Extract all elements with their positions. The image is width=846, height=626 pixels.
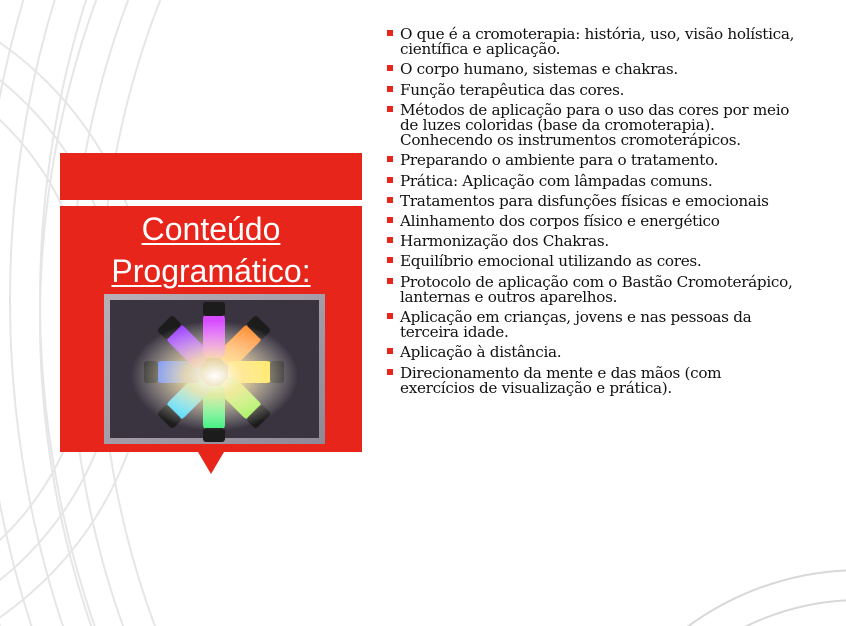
panel-pointer xyxy=(198,452,224,474)
slide-title-line2: Programático: xyxy=(111,253,311,289)
red-square-bullet-icon xyxy=(387,257,393,263)
topic-text: Preparando o ambiente para o tratamento. xyxy=(400,151,719,170)
topic-item xyxy=(386,254,796,269)
topic-list xyxy=(386,27,796,401)
topic-item xyxy=(386,191,796,210)
red-square-bullet-icon xyxy=(387,156,393,162)
topic-item xyxy=(386,363,796,397)
red-square-bullet-icon xyxy=(387,30,393,36)
red-square-bullet-icon xyxy=(387,106,393,112)
red-square-bullet-icon xyxy=(387,86,393,92)
topic-text: Equilíbrio emocional utilizando as cores. xyxy=(400,252,702,271)
topic-item xyxy=(386,171,796,190)
header-bar xyxy=(60,153,362,200)
topic-item xyxy=(386,214,796,229)
topic-text: O corpo humano, sistemas e chakras. xyxy=(400,60,678,79)
topic-text: Protocolo de aplicação com o Bastão Cromoterápico, lanternas e outros aparelhos. xyxy=(400,272,793,306)
red-square-bullet-icon xyxy=(387,348,393,354)
topic-text: Tratamentos para disfunções físicas e emocionais xyxy=(400,191,769,210)
topic-text: Função terapêutica das cores. xyxy=(400,80,625,99)
topic-item xyxy=(386,62,796,77)
topic-text: Métodos de aplicação para o uso das cores por meio de luzes coloridas (base da cromoterapia). Conhecendo os instrumentos cromoterápicos. xyxy=(400,100,790,150)
topic-text: Direcionamento da mente e das mãos (com exercícios de visualização e prática). xyxy=(400,363,722,397)
topic-text: Prática: Aplicação com lâmpadas comuns. xyxy=(400,171,713,190)
red-square-bullet-icon xyxy=(387,217,393,223)
slide-title-line1: Conteúdo xyxy=(141,211,281,247)
topic-item xyxy=(386,153,796,168)
red-square-bullet-icon xyxy=(387,313,393,319)
chromotherapy-image xyxy=(104,294,325,444)
topic-text: Aplicação à distância. xyxy=(400,343,562,362)
red-square-bullet-icon xyxy=(387,65,393,71)
topic-item xyxy=(386,310,796,340)
topic-text: Alinhamento dos corpos físico e energético xyxy=(400,212,720,231)
red-square-bullet-icon xyxy=(387,278,393,284)
topic-text: O que é a cromoterapia: história, uso, visão holística, científica e aplicação. xyxy=(400,25,795,59)
topic-text: Aplicação em crianças, jovens e nas pessoas da terceira idade. xyxy=(400,308,752,342)
topic-item xyxy=(386,234,796,249)
topic-item xyxy=(386,272,796,306)
red-square-bullet-icon xyxy=(387,369,393,375)
topic-item xyxy=(386,345,796,360)
topic-item xyxy=(386,100,796,150)
red-square-bullet-icon xyxy=(387,197,393,203)
topic-text: Harmonização dos Chakras. xyxy=(400,232,609,251)
red-square-bullet-icon xyxy=(387,237,393,243)
slide-title xyxy=(60,208,362,292)
red-square-bullet-icon xyxy=(387,177,393,183)
topic-item xyxy=(386,80,796,99)
topic-item xyxy=(386,27,796,57)
